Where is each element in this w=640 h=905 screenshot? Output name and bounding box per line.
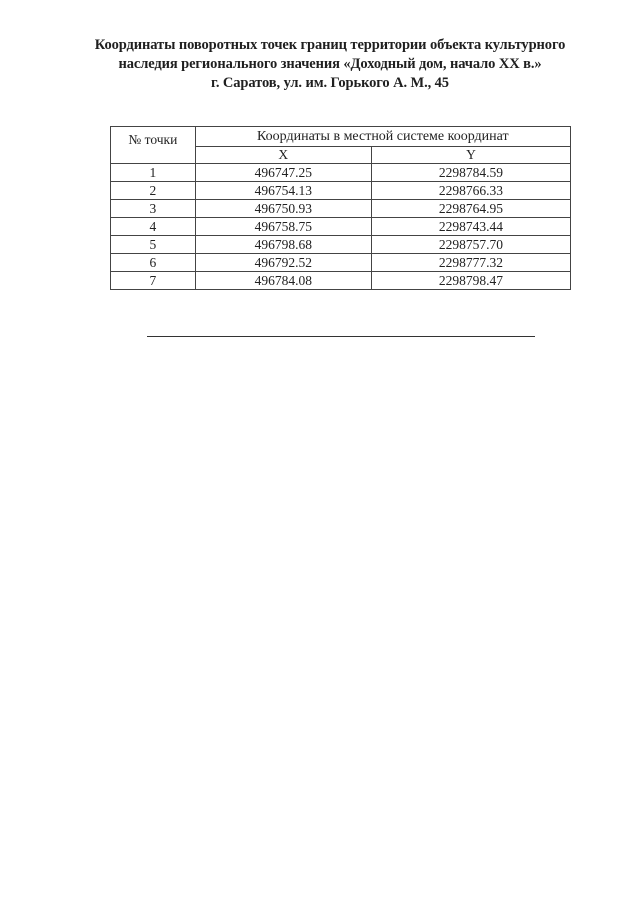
y-axis-header: Y	[371, 147, 570, 164]
point-number-cell: 4	[111, 218, 196, 236]
coordinate-system-header: Координаты в местной системе координат	[195, 127, 570, 147]
title-line-1: Координаты поворотных точек границ территории объекта культурного	[94, 37, 566, 53]
y-coordinate-cell: 2298798.47	[371, 272, 570, 290]
document-title	[40, 36, 620, 93]
table-row	[111, 236, 571, 254]
y-coordinate-cell: 2298777.32	[371, 254, 570, 272]
title-line-3: г. Саратов, ул. им. Горького А. М., 45	[211, 75, 449, 91]
y-coordinate-cell: 2298766.33	[371, 182, 570, 200]
table-row	[111, 272, 571, 290]
point-number-cell: 5	[111, 236, 196, 254]
point-number-cell: 1	[111, 164, 196, 182]
point-number-header: № точки	[111, 127, 196, 164]
x-coordinate-cell: 496750.93	[195, 200, 371, 218]
x-coordinate-cell: 496754.13	[195, 182, 371, 200]
coordinates-table	[110, 126, 571, 290]
point-number-cell: 3	[111, 200, 196, 218]
point-number-cell: 6	[111, 254, 196, 272]
point-number-cell: 7	[111, 272, 196, 290]
table-row	[111, 218, 571, 236]
title-line-2: наследия регионального значения «Доходный дом, начало XX в.»	[118, 56, 542, 72]
y-coordinate-cell: 2298784.59	[371, 164, 570, 182]
table-row	[111, 182, 571, 200]
x-axis-header: X	[195, 147, 371, 164]
table-row	[111, 200, 571, 218]
horizontal-divider	[147, 336, 535, 337]
y-coordinate-cell: 2298757.70	[371, 236, 570, 254]
x-coordinate-cell: 496792.52	[195, 254, 371, 272]
x-coordinate-cell: 496784.08	[195, 272, 371, 290]
x-coordinate-cell: 496758.75	[195, 218, 371, 236]
x-coordinate-cell: 496798.68	[195, 236, 371, 254]
table-header-row	[111, 127, 571, 147]
y-coordinate-cell: 2298764.95	[371, 200, 570, 218]
table-row	[111, 254, 571, 272]
x-coordinate-cell: 496747.25	[195, 164, 371, 182]
table-row	[111, 164, 571, 182]
y-coordinate-cell: 2298743.44	[371, 218, 570, 236]
point-number-cell: 2	[111, 182, 196, 200]
